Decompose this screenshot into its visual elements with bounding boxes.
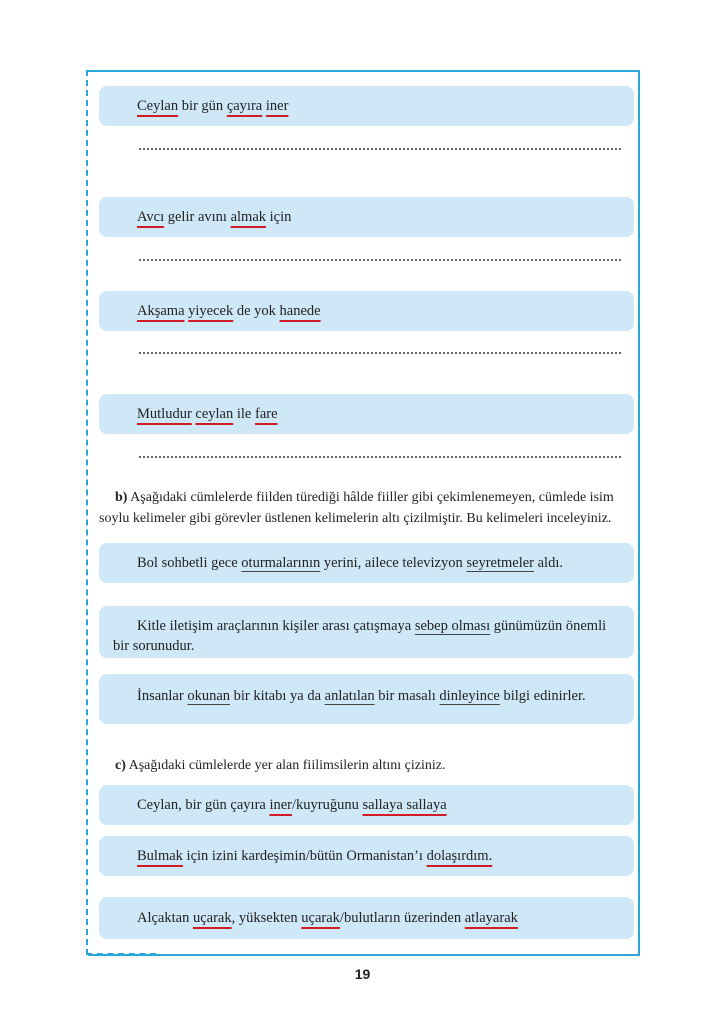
underlined-word: dinleyince: [439, 688, 500, 704]
frame-dashed-bottom: [86, 953, 156, 955]
plain-text: için izini kardeşimin/bütün Ormanistan’ı: [182, 848, 427, 864]
sentence-box-4: [99, 394, 634, 434]
underlined-word: ceylan: [195, 406, 234, 422]
underlined-word: Akşama: [137, 303, 185, 319]
plain-text: /kuyruğunu: [292, 797, 363, 813]
underlined-word: fare: [255, 406, 278, 422]
section-letter: b): [115, 490, 128, 505]
instruction-text: Aşağıdaki cümlelerde fiilden türediği hâlde fiiller gibi çekimlenemeyen, cümlede isim: [127, 490, 614, 505]
instruction-text: Aşağıdaki cümlelerde yer alan fiilimsilerin altını çiziniz.: [125, 758, 446, 773]
underlined-word: seyretmeler: [466, 555, 534, 571]
plain-text: Alçaktan: [137, 910, 193, 926]
underlined-word: atlayarak: [464, 910, 518, 926]
plain-text: için: [266, 209, 292, 225]
underlined-word: Mutludur: [137, 406, 192, 422]
underlined-word: iner: [269, 797, 293, 813]
underlined-word: anlatılan: [324, 688, 375, 704]
sentence-text: [137, 96, 288, 116]
sentence-text: [137, 404, 278, 424]
plain-text: bilgi edinirler.: [499, 688, 586, 704]
underlined-word: Bulmak: [137, 848, 183, 864]
example-box-b3: [99, 674, 634, 724]
answer-line-1[interactable]: [139, 148, 621, 150]
frame-dashed-left: [86, 70, 88, 955]
sentence-text: [137, 795, 447, 815]
underlined-word: iner: [265, 98, 289, 114]
exercise-box-c2: [99, 836, 634, 876]
sentence-text: [137, 686, 586, 706]
answer-line-3[interactable]: [139, 352, 621, 354]
underlined-word: almak: [230, 209, 267, 225]
sentence-text: [137, 301, 321, 321]
plain-text: Bol sohbetli gece: [137, 555, 242, 571]
sentence-box-1: [99, 86, 634, 126]
exercise-box-c1: [99, 785, 634, 825]
sentence-box-3: [99, 291, 634, 331]
plain-text: bir kitabı ya da: [230, 688, 325, 704]
underlined-word: okunan: [187, 688, 231, 704]
page-number: 19: [354, 966, 371, 982]
sentence-text: [137, 553, 563, 573]
underlined-word: hanede: [279, 303, 321, 319]
underlined-word: oturmalarının: [241, 555, 321, 571]
section-letter: c): [115, 758, 126, 773]
answer-line-2[interactable]: [139, 259, 621, 261]
underlined-word: uçarak: [301, 910, 340, 926]
instruction-text: soylu kelimeler gibi görevler üstlenen kelimelerin altı çizilmiştir. Bu kelimeleri inceleyiniz.: [99, 511, 612, 526]
section-b-instruction: [99, 487, 636, 529]
exercise-box-c3: [99, 897, 634, 939]
plain-text: bir gün: [178, 98, 227, 114]
sentence-text: [137, 908, 518, 928]
sentence-box-2: [99, 197, 634, 237]
example-box-b2: [99, 606, 634, 658]
plain-text: Ceylan, bir gün çayıra: [137, 797, 270, 813]
answer-line-4[interactable]: [139, 456, 621, 458]
section-c-instruction: [99, 755, 636, 776]
plain-text: /bulutların üzerinden: [339, 910, 465, 926]
plain-text: yerini, ailece televizyon: [320, 555, 467, 571]
underlined-word: çayıra: [226, 98, 263, 114]
example-box-b1: [99, 543, 634, 583]
underlined-word: Ceylan: [137, 98, 179, 114]
plain-text: İnsanlar: [137, 688, 188, 704]
plain-text: , yüksekten: [231, 910, 302, 926]
sentence-text: [137, 846, 492, 866]
sentence-text: [137, 616, 606, 636]
underlined-word: Avcı: [137, 209, 165, 225]
underlined-word: yiyecek: [188, 303, 234, 319]
sentence-text: [137, 207, 291, 227]
underlined-word: uçarak: [192, 910, 232, 926]
plain-text: aldı.: [534, 555, 563, 571]
plain-text: gelir avını: [164, 209, 231, 225]
underlined-word: sebep olması: [414, 618, 491, 634]
plain-text: ile: [233, 406, 255, 422]
underlined-word: sallaya sallaya: [362, 797, 447, 813]
plain-text: günümüzün önemli: [490, 618, 607, 634]
plain-text: Kitle iletişim araçlarının kişiler arası çatışmaya: [137, 618, 415, 634]
sentence-continuation: bir sorunudur.: [113, 638, 195, 654]
underlined-word: dolaşırdım.: [426, 848, 493, 864]
plain-text: de yok: [233, 303, 280, 319]
plain-text: bir masalı: [374, 688, 440, 704]
